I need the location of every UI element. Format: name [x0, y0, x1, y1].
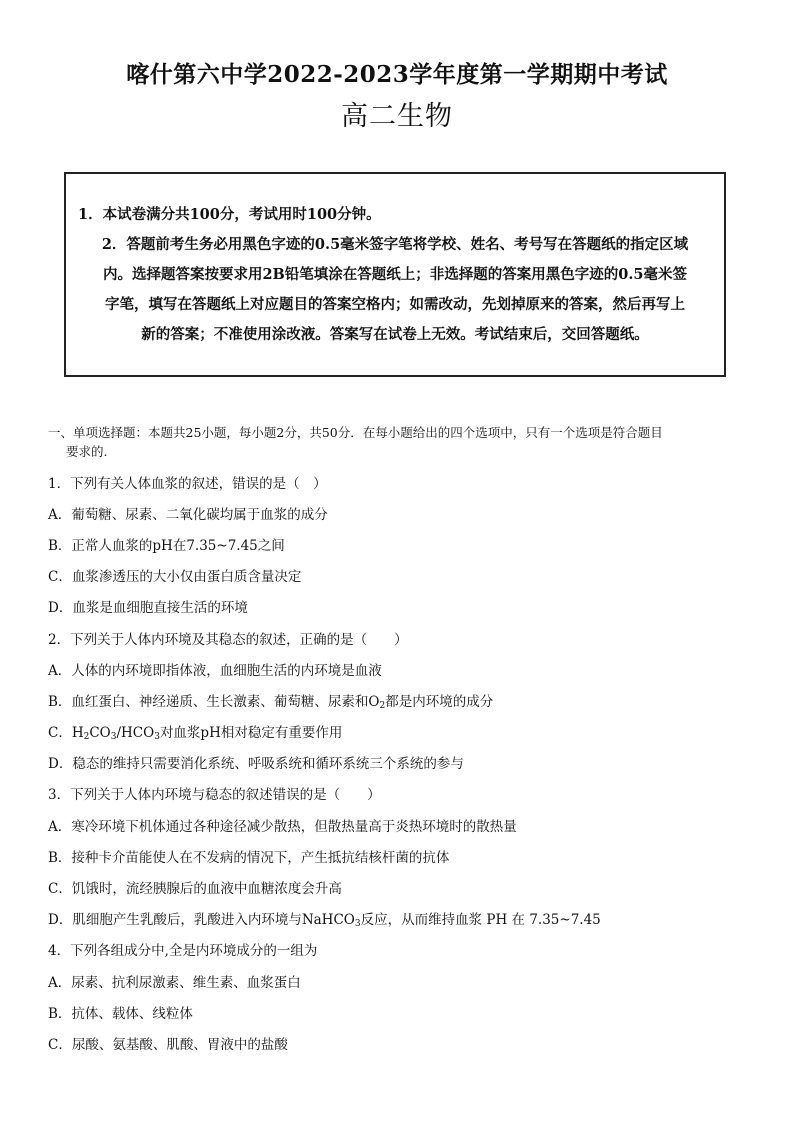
- question-3-option-b: B．接种卡介苗能使人在不发病的情况下，产生抵抗结核杆菌的抗体: [48, 850, 450, 866]
- question-1-option-d: D．血浆是血细胞直接生活的环境: [48, 600, 248, 616]
- question-2-stem: 2．下列关于人体内环境及其稳态的叙述，正确的是（ ）: [48, 632, 408, 648]
- question-3-option-c: C．饥饿时，流经胰腺后的血液中血糖浓度会升高: [48, 881, 342, 897]
- option-text: D．肌细胞产生乳酸后，乳酸进入内环境与NaHCO: [48, 912, 355, 928]
- section-heading: [48, 423, 750, 461]
- option-text: 都是内环境的成分: [385, 694, 494, 710]
- question-4-option-c: C．尿酸、氨基酸、肌酸、胃液中的盐酸: [48, 1037, 288, 1053]
- option-text: B．血红蛋白、神经递质、生长激素、葡萄糖、尿素和O: [48, 694, 380, 710]
- instruction-line: 2．答题前考生务必用黑色字迹的0.5毫米签字笔将学校、姓名、考号写在答题纸的指定区域: [101, 236, 689, 253]
- subscript: 3: [154, 732, 160, 742]
- section-heading-line: 要求的.: [66, 444, 108, 459]
- subscript: 2: [379, 701, 386, 711]
- question-4-option-a: A．尿素、抗利尿激素、维生素、血浆蛋白: [48, 975, 301, 991]
- subscript: 3: [110, 732, 117, 742]
- question-2-option-a: A．人体的内环境即指体液，血细胞生活的内环境是血液: [48, 663, 382, 679]
- question-2-option-d: D．稳态的维持只需要消化系统、呼吸系统和循环系统三个系统的参与: [48, 756, 464, 772]
- section-heading-line: 一、单项选择题：本题共25小题，每小题2分，共50分．在每小题给出的四个选项中，只有一个选项是符合题目: [48, 425, 663, 440]
- question-4-stem: 4．下列各组成分中,全是内环境成分的一组为: [48, 943, 318, 959]
- question-1-option-c: C．血浆渗透压的大小仅由蛋白质含量决定: [48, 569, 302, 585]
- exam-subject: 高二生物: [341, 101, 453, 132]
- option-text: /HCO: [116, 725, 155, 741]
- option-text: 反应，从而维持血浆 PH 在 7.35~7.45: [360, 912, 601, 928]
- question-1-option-a: A．葡萄糖、尿素、二氧化碳均属于血浆的成分: [48, 507, 328, 523]
- question-3-option-d: [48, 908, 601, 928]
- question-1-option-b: B．正常人血浆的pH在7.35~7.45之间: [48, 538, 285, 554]
- subscript: 3: [354, 919, 361, 929]
- exam-title: 喀什第六中学2022-2023学年度第一学期期中考试: [126, 61, 668, 88]
- question-3-option-a: A．寒冷环境下机体通过各种途径减少散热，但散热量高于炎热环境时的散热量: [48, 819, 517, 835]
- subscript: 2: [83, 732, 90, 742]
- question-2-option-b: [48, 690, 493, 710]
- question-2-option-c: [48, 721, 342, 741]
- instructions-box: [64, 172, 726, 377]
- instruction-line: 字笔，填写在答题纸上对应题目的答案空格内；如需改动，先划掉原来的答案，然后再写上: [105, 296, 685, 313]
- instruction-line: 新的答案；不准使用涂改液。答案写在试卷上无效。考试结束后，交回答题纸。: [141, 326, 649, 343]
- question-1-stem: 1．下列有关人体血浆的叙述，错误的是（ ）: [48, 476, 327, 492]
- instruction-line: 内。选择题答案按要求用2B铅笔填涂在答题纸上；非选择题的答案用黑色字迹的0.5毫米签: [102, 266, 688, 283]
- question-4-option-b: B．抗体、载体、线粒体: [48, 1006, 193, 1022]
- option-text: CO: [89, 725, 111, 741]
- question-3-stem: 3．下列关于人体内环境与稳态的叙述错误的是（ ）: [48, 787, 381, 803]
- option-text: C．H: [48, 725, 84, 741]
- instruction-line: 1．本试卷满分共100分，考试用时100分钟。: [78, 206, 381, 223]
- option-text: 对血浆pH相对稳定有重要作用: [159, 725, 343, 741]
